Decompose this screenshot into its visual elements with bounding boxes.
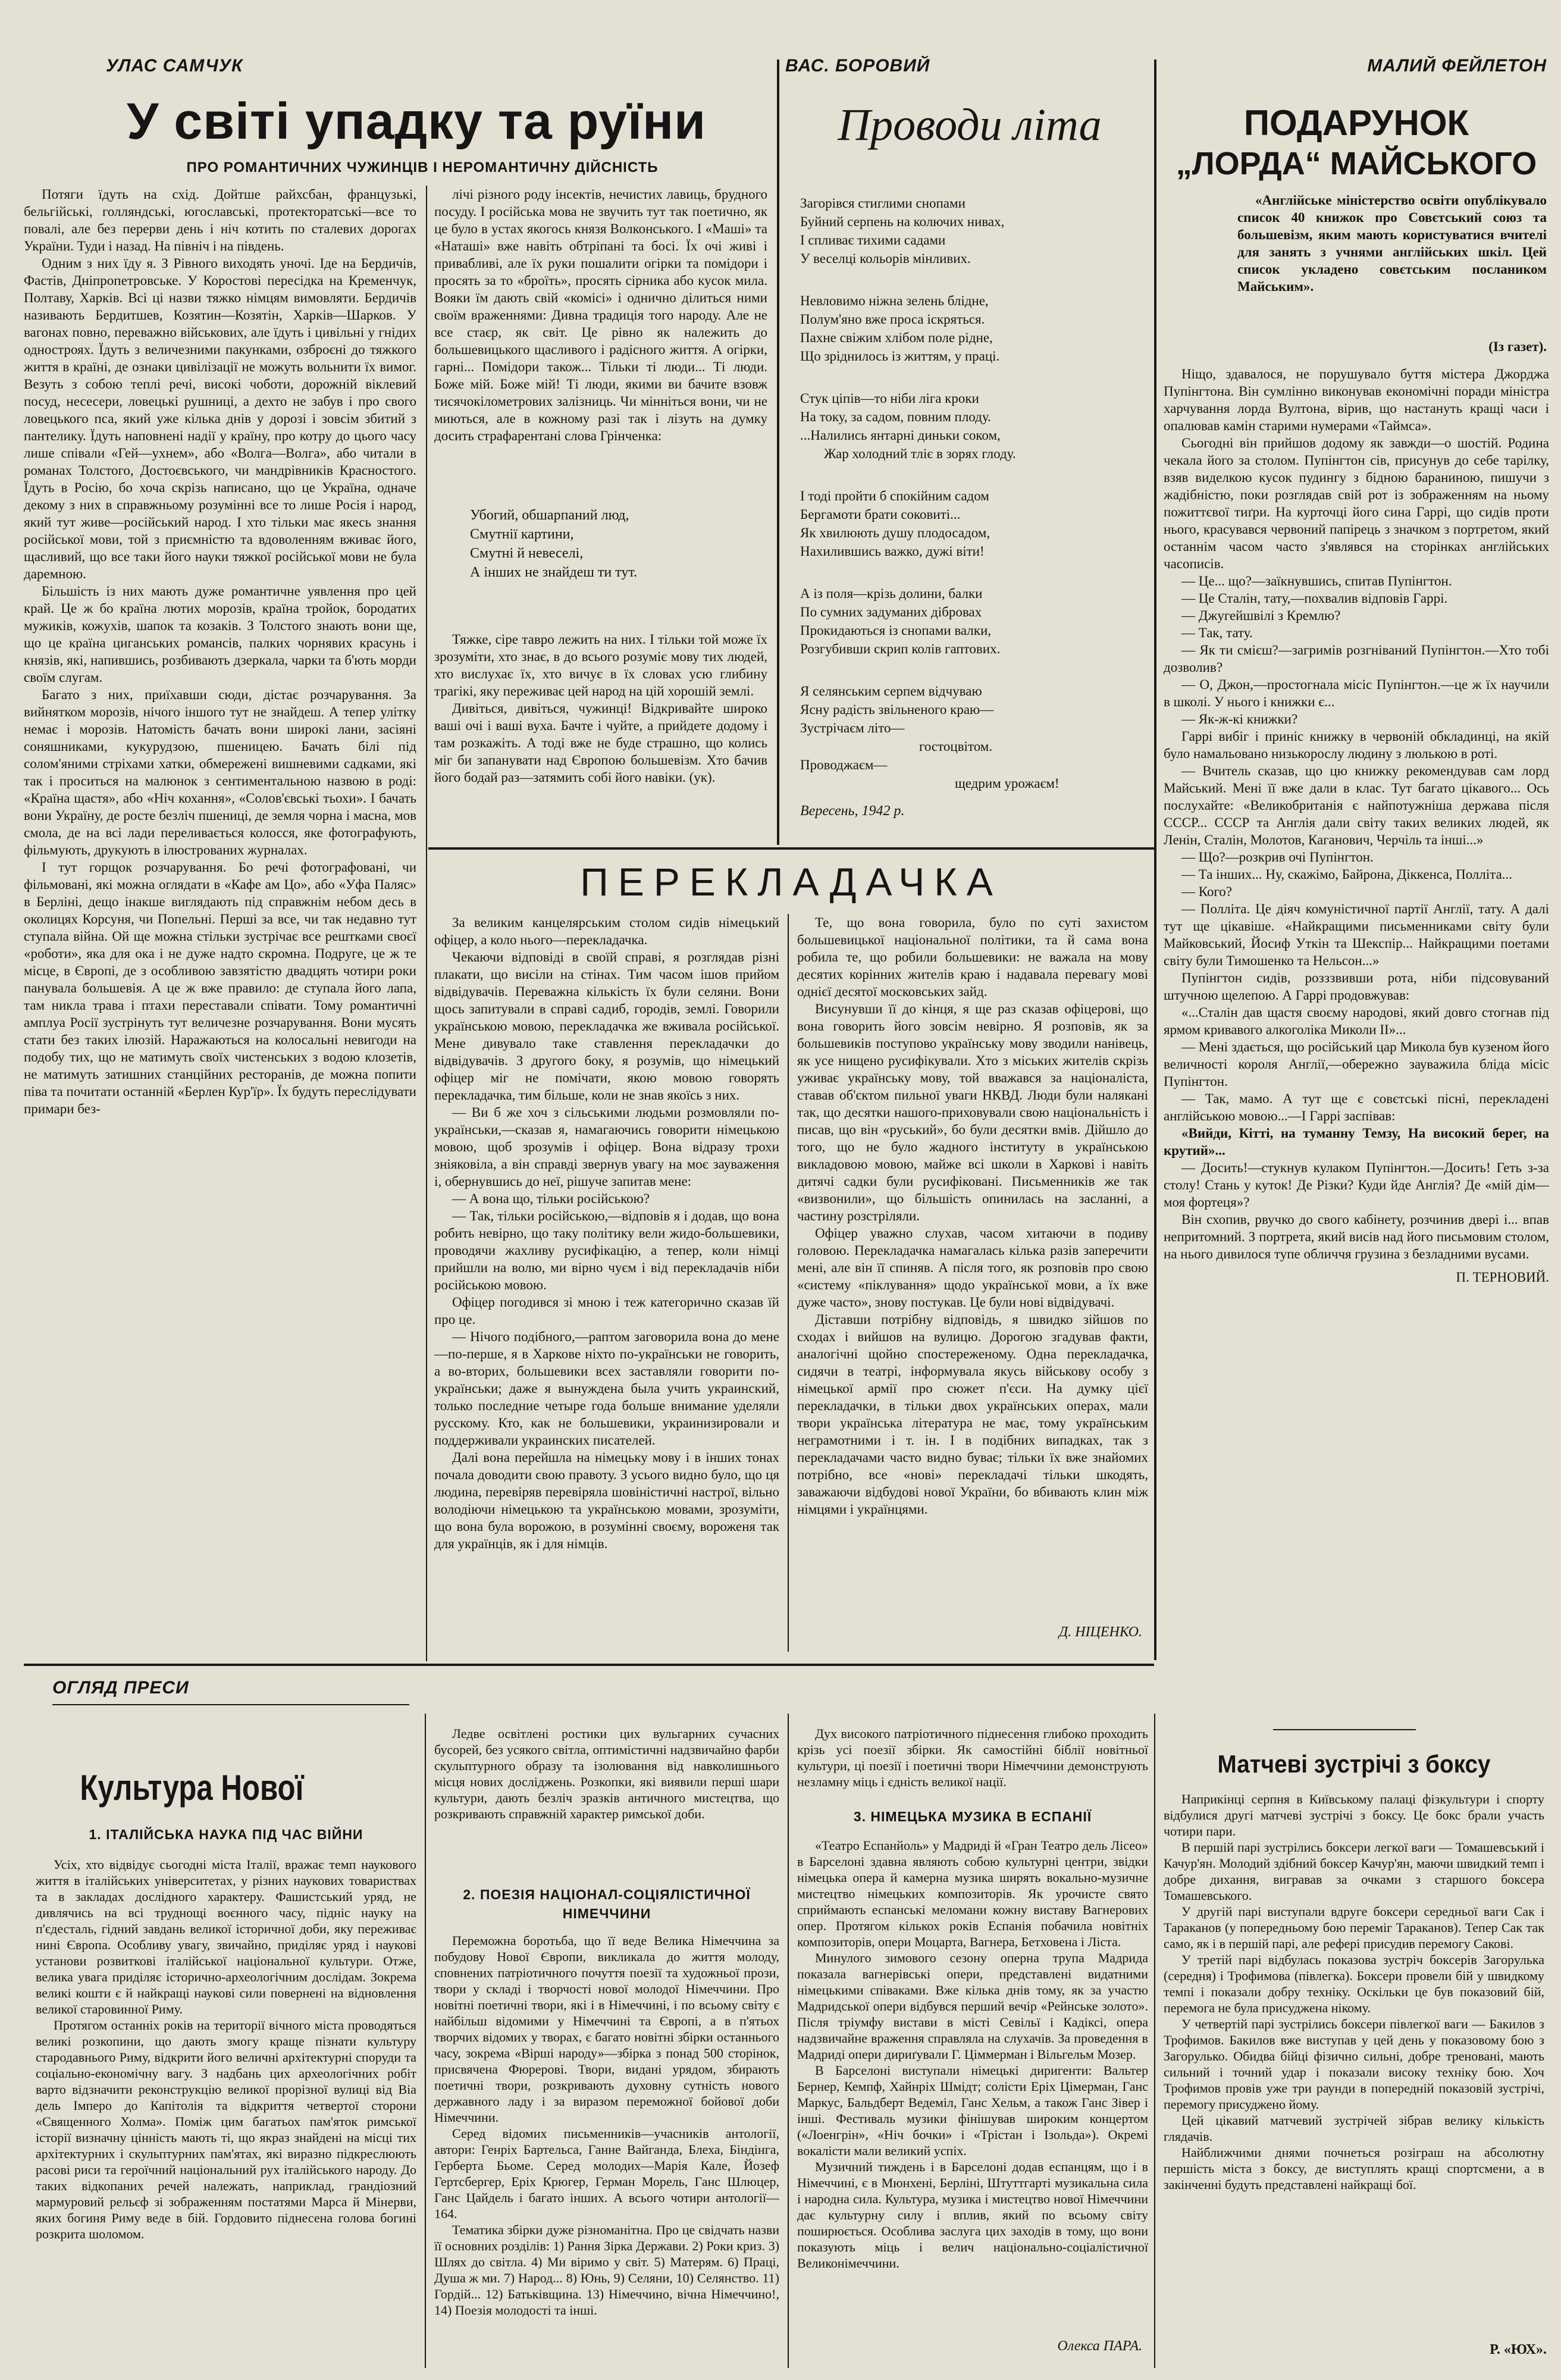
poem2-author: ВАС. БОРОВИЙ [785, 56, 930, 76]
boxing-p6: Цей цікавий матчевий зустрічей зібрав велику кількість глядачів. [1164, 2113, 1544, 2144]
rule-right-top [1154, 60, 1156, 1660]
boxing-title: Матчеві зустрічі з боксу [1217, 1750, 1491, 1778]
press-sec2-p1: Переможна боротьба, що її веде Велика Німеччина за побудову Нової Європи, викликала до життя молоду, сповнених патріотичного почуття поезії та художньої прози, твори у складі і творчості нової молодої Німеччини. Про новітні поетичні твори, які і в Німеччині, і по всьому світу є найбільш відомими у Німеччині та Європі, а в п'ятьох творчих відомих у творах, є багато новітні збірки останнього часу, зокрема «Вірші народу»—збірка з понад 500 сторінок, присвячена Фюрерові. Твори, видані урядом, збирають поетичні твори, розкривають духовну сутність нового державного ладу і за виразом переможної бойової доби Німеччини. [434, 1933, 779, 2125]
article1-title: У світі упадку та руїни [127, 93, 706, 150]
feuilleton-p9: — Як-ж-кі книжки? [1181, 712, 1298, 726]
press-sec3-title: 3. НІМЕЦЬКА МУЗИКА В ЕСПАНІЇ [853, 1809, 1092, 1824]
article2-col1-p3: — Ви б же хоч з сільськими людьми розмовляли по-українськи,—сказав я, намагаючись говорити німецькою мовою, щоб зрозумів і офіцер. Вона відразу трохи зніяковіла, а він справді звернув увагу на моє зауваження і, обернувшись до неї, рішуче запитав мене: [434, 1105, 779, 1189]
article1-poem-line3: Смутні й невеселі, [470, 546, 584, 561]
article1-col2-p1: лічі різного роду інсектів, нечистих лавиць, брудного посуду. І російська мова не звучить тут так поетично, як це було в устах якогось князя Волконського. І «Маші» та «Наташі» вже навіть обтріпані та босі. Їх очі живі і привабливі, але їх руки пошалити огірки та помідори і просять за то «броїть», просять сірника або кусок мила. Вояки їм дають свій «комісі» і однично ділиться ними своїм враженнями: Дивна традиція того народу. Але не все стаєр, як світ. Це рівно як належить до большевицького щасливого і радісного життя. А огірки, гарні... Помідори також... Тільки ті люди... Ті люди. Боже мій. Боже мій! Ті люди, якими ви бачите взовж тисячокілометрових залізниць. Чи мінніться вони, чи не миються, але в кожному разі так і лізуть на думку досить страфарентані слова Грінченка: [434, 187, 767, 443]
article2-col2-p2: Висунувши її до кінця, я ще раз сказав офіцерові, що вона говорить його зовсім невірно. Я розповів, як за большевиків поступово українську мову зводили нанівець, як усе нищено русифікували. Хто з міських жителів скрізь уживає українську мову, той вважався за націоналіста, ставав об'єктом пильної уваги НКВД. Люди були налякані так, що десятки нашого-приховували свою національність і писав, що він «руський», бо були десятки вмів. Дійшло до того, що не було жадного інституту в українською викладовою мовою, майже всі школи в Харкові і навіть дитячі садки були русифіковані. Письменників же так «визвонили», що більшість опинилась на засланні, а частину розстріляли. [797, 1001, 1148, 1223]
article2-col1-p2: Чекаючи відповіді в своїй справі, я розглядав різні плакати, що висіли на стінах. Тим часом ішов прийом відвідувачів. Переважна кількість їх були селяни. Вони щось запитували в справі садиб, городів, землі. Говорили українською мовою, перекладачка же вживала російської. Мене дивувало таке ставлення перекладачки до відвідувачів. З другого боку, я розумів, що німецький офіцер міг не помічати, якою мовою говорять перекладачка, тим більше, коли не знав якоїсь з них. [434, 950, 779, 1103]
feuilleton-p5: — Джугейшвілі з Кремлю? [1181, 608, 1341, 623]
article2-signature: Д. НІЦЕНКО. [1058, 1624, 1142, 1640]
press-sec1-p1: Усіх, хто відвідує сьогодні міста Італії, вражає темп наукового життя в італійських університетах, у різних наукових товариствах та в закладах дослідного характеру. Фашистський уряд, не дивлячись на всі труднощі воєнного часу, підніс науку на п'єдесталь, гідний завдань великої історичної доби, яку переживає нині Європа. Особливу увагу, звичайно, приділяє уряд і наукові установи розвиткові італійської національної культури. Отже, велика увага приділяє історично-археологічним дослідам. Зокрема великі кошти є й найкращі наукові сили повернені на відновлення великої старовинної Риму. [36, 1857, 416, 2016]
article2-col1 [434, 914, 779, 1652]
feuilleton-signature: П. ТЕРНОВИЙ. [1456, 1270, 1549, 1285]
poem2-s2-l4: Що зріднилось із життям, у праці. [800, 349, 1000, 364]
press-sec2-title: 2. ПОЕЗІЯ НАЦІОНАЛ-СОЦІЯЛІСТИЧНОЇ НІМЕЧЧИНИ [463, 1887, 751, 1921]
press-rule-1 [425, 1714, 426, 2368]
poem2-s3-l1: Стук ціпів—то ніби ліга кроки [800, 391, 979, 406]
article1-col1-p4: Багато з них, приїхавши сюди, дістає розчарування. За вийнятком морозів, нічого іншого тут не знайдеш. А тепер улітку немає і морозів. Натомість бачать вони широкі лани, засіяні соняшниками, кукурудзою, пшеницею. Бачать білі під солом'яними стріхами хатки, обмережені вишневими садками, які так і проситься на малюнок з сентиментальною назвою в роді: «Країна щастя», або «Ніч кохання», «Солов'євські тьохи». І бачать вони Україну, де росте безліч пшениці, де земля чорна і масна, мов смола, де на всі лади переливається колосся, яке фотографують, фільмують, друкують в ілюстрованих журналах. [24, 687, 416, 857]
poem2-s4-l2: Бергамоти брати соковиті... [800, 507, 961, 522]
feuilleton-title1: ПОДАРУНОК [1243, 103, 1469, 143]
article1-col1-p5: І тут горщок розчарування. Бо речі фотографовані, чи фільмовані, які можна оглядати в «Кафе ам Цо», або «Уфа Паляс» в Берліні, дещо інакше виглядають під справжнім небом десь в околицях Корсуня, чи Попельні. Перші за все, чи так недавно тут ступала війна. Ой ще можна стільки зустрічає все рештками своєї «роботи», яка для ока і не дуже надто скромна. Подруге, це ж те місце, в Європі, де з особливою завзятістю двадцять чотири роки панувала большевія. А це ж вже правило: де ступала його лапа, там никла трава і птахи переставали співати. Тому романтичні амплуа Росії зустрінуть тут величезне розчарування. Вони мусять стати без таких ілюзій. Наражаються на колосальні невигоди на подобу тих, що не матимуть своїх чистенських з водою клозетів, не матимуть затишних станційних ресторанів, де можна попити піва та почитати останній «Берлен Кур'їр». Їх будуть переслідувати примари без- [24, 860, 416, 1116]
poem2-s3-l2: На току, за садом, повним плоду. [800, 409, 991, 424]
poem2-stanzas [800, 194, 1145, 795]
press-rule-2 [788, 1714, 789, 2368]
press-sec1b [434, 1726, 779, 1874]
press-sec2 [434, 1933, 779, 2349]
poem2-s6-l3: Зустрічаєм літо— [800, 721, 905, 735]
poem2-s4-l1: І тоді пройти б спокійним садом [800, 488, 989, 503]
press-sec3-p1: «Театро Еспанйоль» у Мадриді й «Гран Театро дель Лісео» в Барселоні здавна являють собою культурні центри, звідки німецька опера й камерна музика ширять вокально-музичне мистецтво німецьких композиторів. Як урочисте свято сприймають еспанські меломани кожну виставу Вагнерових опер. Протягом кількох років Еспанія побачила новітніх композиторів, опери Моцарта, Вагнера, Бетховена і Ліста. [797, 1838, 1148, 1949]
feuilleton-epigraph: «Англійське міністерство освіти опублікувало список 40 книжок про Совєтський союз та большевізм, яким мають користуватися вчителі для занять з учнями англійських шкіл. Цей список укладено совєтським послаником Майським». [1237, 193, 1547, 294]
press-sec2-p2: Серед відомих письменників—учасників антології, автори: Генріх Бартельса, Ганне Вайганда, Блеха, Біндінга, Герберта Бьоме. Серед молодих—Марія Кале, Йозеф Гертсбергер, Еріх Крюгер, Герман Морель, Ганс Шлюцер, Ганс Цайдель і багато інших. А всього чотири антології—164. [434, 2126, 779, 2221]
press-title: Культура Нової [80, 1768, 304, 1808]
feuilleton-p15: — Полліта. Це діяч комуністичної партії Англії, тату. А далі тут ще цікавіше. «Найкращими письменниками світу були Майковський, Йосиф Уткін та Шекспір... Найкращими поетами світу були Тимошенко та Нельсон...» [1164, 901, 1549, 968]
article2-title: ПЕРЕКЛАДАЧКА [580, 860, 1002, 904]
article1-poem-line4: А інших не знайдеш ти тут. [470, 565, 638, 580]
article1-col2b [434, 631, 767, 845]
feuilleton-body [1164, 365, 1549, 1662]
article1-author: УЛАС САМЧУК [106, 56, 243, 76]
press-sec2-p3: Тематика збірки дуже різноманітна. Про це свідчать назви її основних розділів: 1) Рання Зірка Держави. 2) Роки криз. 3) Шлях до світла. 4) Ми віримо у світ. 5) Матерям. 6) Праці, Душа ж ми. 7) Народ... 8) Юнь, 9) Селяни, 10) Селянство. 11) Гордій... 12) Батьківщина. 13) Німеччино, вічна Німеччино!, 14) Поезія молодості та інші. [434, 2222, 779, 2318]
poem2-s5-l2: По сумних задуманих дібровах [800, 605, 982, 619]
article1-poem-line2: Смутнії картини, [470, 527, 574, 542]
feuilleton-p12: — Що?—розкрив очі Пупінгтон. [1181, 850, 1374, 865]
feuilleton-title2: „ЛОРДА“ МАЙСЬКОГО [1176, 146, 1537, 181]
boxing-p1: Наприкінці серпня в Київському палаці фізкультури і спорту відбулися другі матчеві зустрічі з боксу. Це бокс брали участь чотири пари. [1164, 1792, 1544, 1839]
article1-poem [470, 506, 756, 625]
press-sec3a-p1: Дух високого патріотичного піднесення глибоко проходить крізь усі поезії збірки. Як самостійні біблії новітньої культури, ці поезії і поетичні твори Німеччини демонструють незламну міць і єдність великої нації. [797, 1726, 1148, 1789]
poem2-s6-l5: Проводжаєм— [800, 757, 888, 772]
feuilleton-label: МАЛИЙ ФЕЙЛЕТОН [1367, 56, 1547, 76]
poem2-s1-l3: І спливає тихими садами [800, 233, 946, 248]
feuilleton-p22: Він схопив, рвучко до свого кабінету, розчинив двері і... впав непритомний. З портрета, який висів над його письмовим столом, на нього дивилося тупе обличчя грузина з безладними вусами. [1164, 1212, 1549, 1261]
article1-column-rule [426, 186, 427, 1661]
article2-col1-p7: — Нічого подібного,—раптом заговорила вона до мене—по-перше, я в Харкове ніхто по-українськи не говорить, а во-вторих, большевики всех заставляли говорити по-українськи; даже я вынуждена была учить украинский, только последние четыре года больше внимание уделяли русскому. Кто, как не большевики, украинизировали и поддерживали украинских писателей. [434, 1329, 779, 1448]
feuilleton-p11: — Вчитель сказав, що цю книжку рекомендував сам лорд Майський. Мені її вже дали в клас. Тут багато цікавого... Ось послухайте: «Великобританія є найпотужніша держава після СССР... СССР та Англія дали світу таких великих людей, як Ленін, Сталін, Молотов, Каганович, Черчіль та інші...» [1164, 763, 1549, 847]
poem2-s1-l4: У веселці кольорів мінливих. [800, 251, 971, 266]
article2-col2 [797, 914, 1148, 1616]
press-sec1-p2: Протягом останніх років на території вічного міста проводяться великі розкопини, що дають змогу краще пізнати культуру стародавнього Риму, відкрити його величні архітектурні споруди та соціально-економічну вагу. З надбань цих археологічних робіт варто відзначити реконструкцію великої прорізної вулиці від Віа дель Імперо до Капітолія та відкриття четвертої сторони «Священного Холма». Поміж цим багатьох пам'яток римської історії визначну цінність мають ті, що якраз знайдені на місці тих архітектурних і скульптурних пам'ятах, які виразно підкреслюють расові риси та героїчний національний рух італійського народу. До таких відкопаних речей належать, наприклад, грандіозний мармуровий рельєф зі зображенням постатями Марса й Мінерви, яких богиня Риму веде в бій. Гордовито піднесена голова богині розкрита шоломом. [36, 2018, 416, 2241]
boxing-p7: Найближчими днями почнеться розіграш на абсолютну першість міста з боксу, де виступлять кращі спортсмени, а в закінченні будуть представлені найкращі бої. [1164, 2145, 1544, 2192]
boxing-signature: Р. «ЮХ». [1490, 2342, 1547, 2357]
article1-col1 [24, 186, 416, 1665]
poem2-s5-l3: Прокидаються із снопами валки, [800, 623, 992, 638]
feuilleton-p19: — Так, мамо. А тут ще є совєтські пісні, перекладені англійською мовою...—І Гаррі заспівав: [1164, 1091, 1549, 1123]
poem2-s2-l2: Полум'яно вже проса іскряться. [800, 312, 985, 327]
feuilleton-p16: Пупінгтон сидів, розззвивши рота, ніби підсовуваний штучною щелепою. А Гаррі продовжував: [1164, 970, 1549, 1003]
poem2-s6-l6: щедрим урожаєм! [955, 776, 1060, 791]
article1-col1-p1: Потяги їдуть на схід. Дойтше райхсбан, французькі, бельгійські, голляндські, югославські, протекторатські—все то повалі, але без перерви день і ніч котить по сталевих дорогах України. Туди і назад. На північ і на південь. [24, 187, 416, 253]
press-label: ОГЛЯД ПРЕСИ [52, 1678, 189, 1698]
feuilleton-p6: — Так, тату. [1181, 625, 1253, 640]
article1-col2b-p2: Дивіться, дивіться, чужинці! Відкривайте широко ваші очі і ваші вуха. Бачте і чуйте, а прийдете додому і там розкажіть. А тоді вже не буде страшно, що колись міг би запанувати над Європою большевізм. Хто бачив його бодай раз—затямить собі його навіки. (ук). [434, 701, 767, 785]
press-sec3-p4: Музичний тиждень і в Барселоні додав еспанцям, що і в Німеччині, є в Мюнхені, Берліні, Штуттгарті музикальна сила і народна сила. Культура, музика і мистецтво нової Німеччини дає культурну силу і вплив, який по всьому світу поширюється. Особлива заслуга цих заходів в тому, що вони показують міць і велич національно-соціалістичної Великонімеччини. [797, 2159, 1148, 2271]
press-sec1-title: 1. ІТАЛІЙСЬКА НАУКА ПІД ЧАС ВІЙНИ [89, 1827, 363, 1842]
poem2-s6-l4: гостоцвітом. [919, 739, 993, 754]
press-sec3-p3: В Барселоні виступали німецькі диригенти: Вальтер Бернер, Кемпф, Хайнріх Шмідт; солісти Еріх Цімерман, Ганс Маркус, Бальдберт Ведеміл, Ганс Хельм, а також Ганс Зівер і інші. Фестиваль музики фінішував широким концертом («Лоенгрін», «Ніч бочки» і «Трістан і Ізольда»). Окремі вокалісти мали великий успіх. [797, 2063, 1148, 2158]
feuilleton-p14: — Кого? [1181, 884, 1233, 899]
press-label-underline [52, 1704, 409, 1705]
article1-subtitle: ПРО РОМАНТИЧНИХ ЧУЖИНЦІВ І НЕРОМАНТИЧНУ ДІЙСНІСТЬ [186, 159, 659, 176]
feuilleton-p7: — Як ти смієш?—загримів розгніваний Пупінгтон.—Хто тобі дозволив? [1164, 643, 1549, 675]
poem2-s5-l1: А із поля—крізь долини, балки [800, 586, 983, 601]
feuilleton-p20: «Вийди, Кітті, на туманну Темзу, На високий берег, на крутий»... [1164, 1126, 1549, 1158]
article2-col2-p3: Офіцер уважно слухав, часом хитаючи в подиву головою. Перекладачка намагалась кілька разів заперечити мені, але він її спиняв. А після того, як розповів про свою «систему «піклування» щодо української мови, а їх вже дуже часто», знову постукав. Це були нові відвідувачі. [797, 1226, 1148, 1310]
poem2-s3-l4: Жар холодний тліє в зорях глоду. [824, 446, 1016, 461]
feuilleton-p17: «...Сталін дав щастя своєму народові, який довго стогнав під ярмом кривавого алкоголіка Миколи II»... [1164, 1005, 1549, 1037]
press-signature: Олекса ПАРА. [1057, 2338, 1142, 2354]
article2-col1-p1: За великим канцелярським столом сидів німецький офіцер, а коло нього—перекладачка. [434, 915, 779, 947]
feuilleton-p3: — Це... що?—заїкнувшись, спитав Пупінгтон. [1181, 574, 1452, 588]
article1-col1-p3: Більшість із них мають дуже романтичне уявлення про цей край. Це ж бо країна лютих морозів, країна тройок, бородатих мужиків, кожухів, шапок та козаків. З Толстого знають вони ще, що це країна циганських романсів, палких чорнявих красунь і князів, які, напившись, розбивають дзеркала, чарки та б'ють морди своїм слугам. [24, 584, 416, 685]
poem2-s5-l4: Розгубивши скрип колів гаптових. [800, 641, 1001, 656]
press-sec3-p2: Минулого зимового сезону оперна трупа Мадрида показала вагнерівські опери, представлені видатними німецькими співаками. Вже кілька днів тому, як за участю Мадридської опери відбувся перший вечір «Рейнське золото». Після тріумфу вистави в місті Севільї і Кадіксі, опера надзвичайне враження справляла на слухачів. За проведення в Мадриді опери дириґували Г. Ціммерман і Вільгельм Мозер. [797, 1950, 1148, 2062]
poem2-s2-l1: Невловимо ніжна зелень блідне, [800, 293, 989, 308]
poem2-s3-l3: ...Налились янтарні диньки соком, [800, 428, 1001, 443]
article2-col2-p4: Діставши потрібну відповідь, я швидко зійшов по сходах і вийшов на вулицю. Дорогою згадував факти, аналогічні щойно спостереженому. Одна перекладачка, сидячи в театрі, інформувала якусь військову особу з німецької армії про сюжет п'єси. На думку цієї перекладачки, в тільки двох українських операх, мали твори українська література не має, тому українським неграмотними і т. ін. І в подібних випадках, так з перекладачами часто видно буває; тільки їх вже знайомих потрібно, все «нові» перекладачі тільки шкодять, заважаючи відбудові нової України, бо вбивають клин між німцями і українцями. [797, 1312, 1148, 1517]
boxing-rule [1154, 1714, 1155, 2368]
article1-col2 [434, 186, 767, 501]
press-sec1b-p1: Ледве освітлені ростики цих вульгарних сучасних бусорей, без усякого світла, оптимістичні надзвичайно фарби скульптурного образу та ізолювання від навколишнього місця нових досліджень. Розкопки, які виявили перші шари культури, дають безліч зразків античного мистецтва, що розкривають справжній характер римської доби. [434, 1726, 779, 1821]
boxing-p5: У четвертій парі зустрілись боксери півлегкої ваги — Бакилов з Трофимов. Бакилов вже виступав у цей день у показовому бою з Загорулько. Обидва бійці фізично сильні, добре треновані, мають сильний і точний удар і показали високу техніку бою. Хоч Трофимов провів уже три раунди в попередній показовій зустрічі, перемогу присуджено йому. [1164, 2016, 1544, 2112]
poem2-s1-l1: Загорівся стиглими снопами [800, 196, 966, 211]
feuilleton-p10: Гаррі вибіг і приніс книжку в червоній обкладинці, на якій було намальовано низькорослу людину з люлькою в роті. [1164, 729, 1549, 761]
feuilleton-p13: — Та інших... Ну, скажімо, Байрона, Діккенса, Полліта... [1181, 867, 1513, 882]
rule-left-top [777, 60, 779, 845]
boxing-p4: У третій парі відбулась показова зустріч боксерів Загорулька (середня) і Трофимова (півлегка). Боксери провели бій у швидкому темпі і показали добру техніку. Оскільки це був показовий бій, перемога не була присуджена нікому. [1164, 1952, 1544, 2015]
feuilleton-p8: — О, Джон,—простогнала місіс Пупінгтон.—це ж їх научили в школі. У нього і книжки є... [1164, 677, 1549, 709]
boxing-p3: У другій парі виступали вдруге боксери середньої ваги Сак і Тараканов (у попередньому бою переміг Тараканов). Тепер Сак так само, як і в першій парі, але реферi присудив перемогу Сакові. [1164, 1904, 1544, 1951]
poem2-date: Вересень, 1942 р. [800, 803, 905, 819]
article1-col1-p2: Одним з них їду я. З Рівного виходять уночі. Іде на Бердичів, Фастів, Дніпропетровське. У Коростові пересідка на Кременчук, Полтаву, Харків. Всі ці назви тяжко німцям вимовляти. Бердичів називають Бердитшев, Козятин—Козятін, Харків—Шарков. У вагонах повно, переважно військових, але їдуть і цивільні у гнідих одностроях. Їдуть з величезними пакунками, озброєні до тяжкого життя в країні, де ознаки цивілізації не можуть вольнити їх вимог. Везуть з собою теплі речі, високі чоботи, дорожній віклевий посуд, несесери, ловецькі рушниці, а дехто не забув і про свого ловецького пса, який уже кілька днів у дорозі і зовсім збитий з пантелику. Їдуть наповнені надії у країну, про котру до цього часу лише співали «Гей—ухнем», або «Волга—Волга», або читали в романах Толстого, Достоєвського, чи мандрівників Красностого. Їдуть в Росію, бо хоча скрізь написано, що це Україна, одначе декому з них в справжньому розумінні все то лише Росія і народ, який тут живе—російський народ. І хто тільки має якесь знання російської мови, той з приємністю та вдоволенням вживає його, щасливий, що все таки його науки тяжкої російської мови не була даремною. [24, 256, 416, 581]
poem2-s4-l4: Нахилившись важко, дужі віти! [800, 544, 985, 559]
press-sec1 [36, 1856, 416, 2362]
boxing-top-rule [1273, 1729, 1416, 1730]
poem2-title: Проводи літа [838, 100, 1102, 150]
feuilleton-p21: — Досить!—стукнув кулаком Пупінгтон.—Досить! Геть з-за столу! Стань у куток! Де Різки? Куди йде Англія? Де «мій дім—моя фортеця»? [1164, 1160, 1549, 1210]
article2-col1-p6: Офіцер погодився зі мною і теж категорично сказав їй про це. [434, 1295, 779, 1327]
press-sec3a [797, 1726, 1148, 1803]
poem2-s6-l1: Я селянським серпем відчуваю [800, 684, 982, 699]
press-sec3 [797, 1837, 1148, 2337]
article2-col2-p1: Те, що вона говорила, було по суті захистом большевицької національної політики, та й сама вона робила те, що робили большевики: не важала на мову десятих корінних жителів краю і надавала перевагу мові однієї десятої московських зайд. [797, 915, 1148, 999]
poem2-s2-l3: Пахне свіжим хлібом поле рідне, [800, 330, 993, 345]
boxing-p2: В першій парі зустрілись боксери легкої ваги — Томашевський і Качур'ян. Молодий здібний боксер Качур'ян, маючи швидкий темп і добре дихання, вигравав за очками з старшого боксера Томашевського. [1164, 1840, 1544, 1903]
article2-col1-p8: Далі вона перейшла на німецьку мову і в інших тонах почала доводити свою правоту. З усього видно було, що ця людина, перевіряв перевіряла шовіністичні настрої, вільно володіючи німецькою та українською мовами, зрозуміти, що вона була ворожою, в розумінні своєму, вороженя так для українців, як і для німців. [434, 1450, 779, 1551]
rule-above-perekladachka [428, 847, 1154, 850]
feuilleton-p1: Ніщо, здавалося, не порушувало буття містера Джорджа Пупінгтона. Він сумлінно виконував економічні поради міністра харчування лорда Вултона, вірив, що настануть кращі часи і опалював камін старими нумерами «Таймса». [1164, 367, 1549, 433]
article2-col1-p4: — А вона що, тільки російською? [452, 1191, 650, 1206]
feuilleton-p18: — Мені здається, що російський цар Микола був кузеном його величності короля Англії,—обережно зауважила бліда місіс Пупінгтон. [1164, 1039, 1549, 1089]
feuilleton-p4: — Це Сталін, тату,—похвалив відповів Гаррі. [1181, 591, 1448, 606]
feuilleton-source: (Із газет). [1488, 339, 1547, 354]
poem2-s6-l2: Ясну радість звільненого краю— [800, 702, 994, 717]
article1-poem-line1: Убогий, обшарпаний люд, [470, 508, 629, 523]
rule-above-press [24, 1664, 1154, 1666]
poem2-s1-l2: Буйний серпень на колючих нивах, [800, 214, 1005, 229]
article1-col2b-p1: Тяжке, сіре тавро лежить на них. І тільки той може їх зрозуміти, хто знає, в до всього розуміє мову тих людей, хто вислухає їх, хто вичує в їх словах усю глибину трагікі, яку переживає цей народ на цій хорошій землі. [434, 632, 767, 699]
article2-col1-p5: — Так, тільки російською,—відповів я і додав, що вона робить невірно, що таку політику вели жидо-большевики, проводячи жахливу русифікацію, а тепер, коли німці прийшли на волю, ми вірно чуєм і від перекладачів ніби російською мовою. [434, 1208, 779, 1292]
feuilleton-p2: Сьогодні він прийшов додому як завжди—о шостій. Родина чекала його за столом. Пупінгтон сів, присунув до себе тарілку, взяв виделкою кусок пудингу з бідною бараниною, пишучи з жадібністю, поки розглядав свій рот із зображенням на ньому пожиттєвої тиґри. На курточці його сина Гаррі, що сидів проти нього, красувався червоний папірець з значком з портретом, який останнім часом часто з'являвся на сторінках англійських часописів. [1164, 436, 1549, 571]
boxing-body [1164, 1791, 1544, 2338]
poem2-s4-l3: Як хвилюють душу плодосадом, [800, 525, 990, 540]
article2-column-rule [788, 914, 789, 1652]
